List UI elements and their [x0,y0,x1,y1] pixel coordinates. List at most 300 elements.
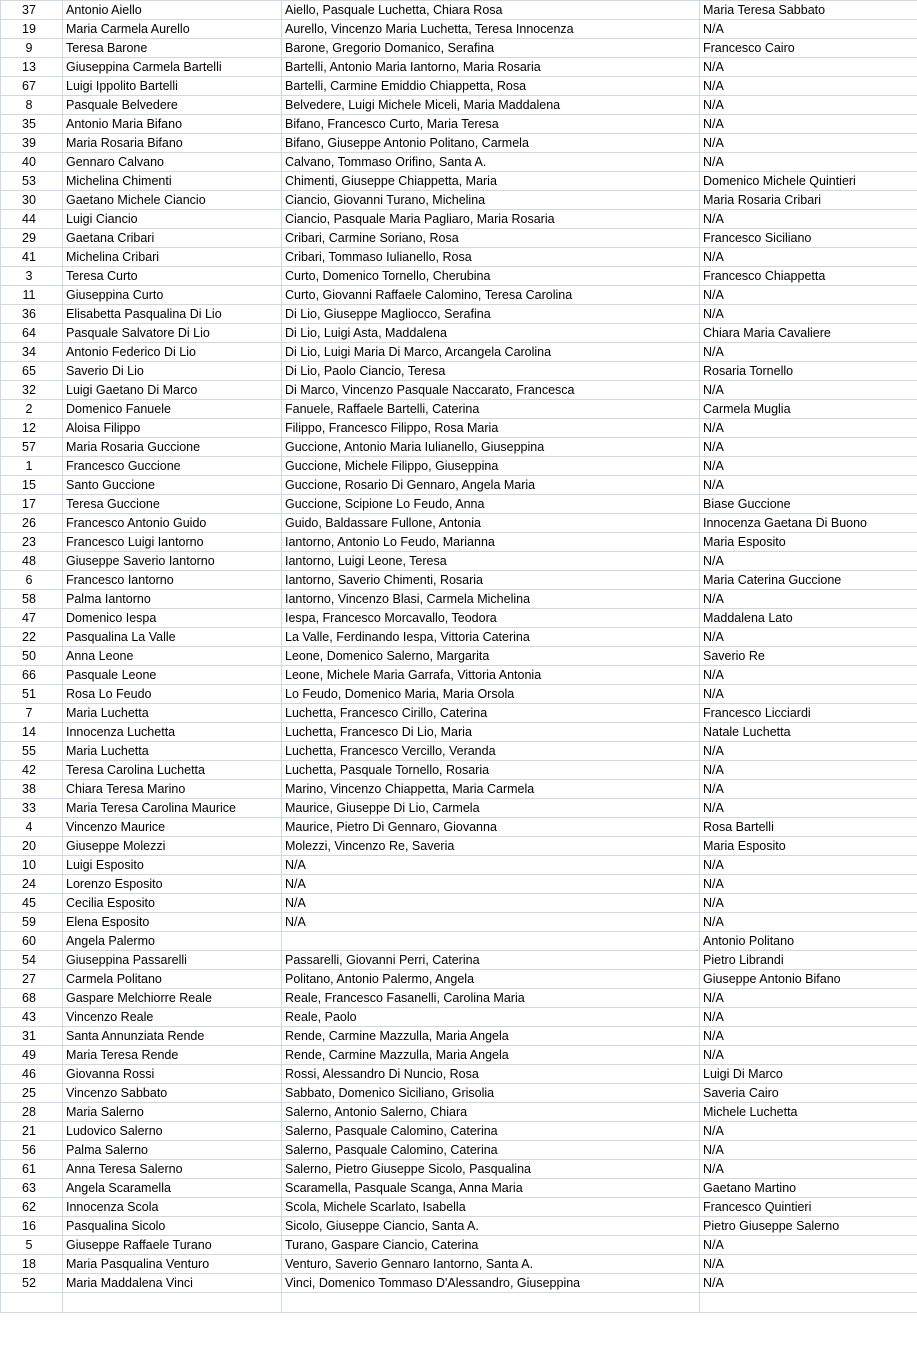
parents-cell[interactable]: Salerno, Pasquale Calomino, Caterina [282,1122,700,1141]
spouse-cell[interactable]: N/A [700,343,917,362]
parents-cell[interactable]: Ciancio, Pasquale Maria Pagliaro, Maria Rosaria [282,210,700,229]
spouse-cell[interactable]: N/A [700,875,917,894]
empty-cell[interactable] [63,1293,282,1313]
person-name-cell[interactable]: Francesco Guccione [63,457,282,476]
parents-cell[interactable]: N/A [282,894,700,913]
parents-cell[interactable]: Guccione, Antonio Maria Iulianello, Giuseppina [282,438,700,457]
empty-cell[interactable] [700,1293,917,1313]
record-id-cell[interactable]: 62 [1,1198,63,1217]
person-name-cell[interactable]: Maria Teresa Carolina Maurice [63,799,282,818]
parents-cell[interactable]: Scaramella, Pasquale Scanga, Anna Maria [282,1179,700,1198]
person-name-cell[interactable]: Domenico Fanuele [63,400,282,419]
person-name-cell[interactable]: Saverio Di Lio [63,362,282,381]
parents-cell[interactable]: Marino, Vincenzo Chiappetta, Maria Carmela [282,780,700,799]
parents-cell[interactable] [282,932,700,951]
record-id-cell[interactable]: 9 [1,39,63,58]
record-id-cell[interactable]: 13 [1,58,63,77]
record-id-cell[interactable]: 45 [1,894,63,913]
parents-cell[interactable]: Leone, Michele Maria Garrafa, Vittoria Antonia [282,666,700,685]
person-name-cell[interactable]: Cecilia Esposito [63,894,282,913]
table-row [1,229,917,248]
person-name-cell[interactable]: Pasquale Leone [63,666,282,685]
table-row [1,1046,917,1065]
parents-cell[interactable]: Guccione, Michele Filippo, Giuseppina [282,457,700,476]
parents-cell[interactable]: Bifano, Francesco Curto, Maria Teresa [282,115,700,134]
record-id-cell[interactable]: 51 [1,685,63,704]
record-id-cell[interactable]: 39 [1,134,63,153]
table-row [1,742,917,761]
person-name-cell[interactable]: Pasqualina Sicolo [63,1217,282,1236]
spouse-cell[interactable]: Luigi Di Marco [700,1065,917,1084]
record-id-cell[interactable]: 34 [1,343,63,362]
spouse-cell[interactable]: N/A [700,1236,917,1255]
person-name-cell[interactable]: Francesco Luigi Iantorno [63,533,282,552]
spouse-cell[interactable]: N/A [700,552,917,571]
spouse-cell[interactable]: Innocenza Gaetana Di Buono [700,514,917,533]
spouse-cell[interactable]: N/A [700,628,917,647]
parents-cell[interactable]: Barone, Gregorio Domanico, Serafina [282,39,700,58]
spouse-cell[interactable]: N/A [700,153,917,172]
person-name-cell[interactable]: Giuseppina Curto [63,286,282,305]
record-id-cell[interactable]: 5 [1,1236,63,1255]
person-name-cell[interactable]: Maria Carmela Aurello [63,20,282,39]
person-name-cell[interactable]: Teresa Barone [63,39,282,58]
person-name-cell[interactable]: Maria Salerno [63,1103,282,1122]
spouse-cell[interactable]: N/A [700,666,917,685]
parents-cell[interactable]: Maurice, Giuseppe Di Lio, Carmela [282,799,700,818]
person-name-cell[interactable]: Santo Guccione [63,476,282,495]
parents-cell[interactable]: Luchetta, Francesco Vercillo, Veranda [282,742,700,761]
spouse-cell[interactable]: Carmela Muglia [700,400,917,419]
person-name-cell[interactable]: Ludovico Salerno [63,1122,282,1141]
record-id-cell[interactable]: 7 [1,704,63,723]
spouse-cell[interactable]: Antonio Politano [700,932,917,951]
parents-cell[interactable]: Di Lio, Luigi Asta, Maddalena [282,324,700,343]
record-id-cell[interactable]: 28 [1,1103,63,1122]
spouse-cell[interactable]: N/A [700,248,917,267]
record-id-cell[interactable]: 16 [1,1217,63,1236]
parents-cell[interactable]: Calvano, Tommaso Orifino, Santa A. [282,153,700,172]
table-row [1,1198,917,1217]
record-id-cell[interactable]: 11 [1,286,63,305]
parents-cell[interactable]: Iantorno, Antonio Lo Feudo, Marianna [282,533,700,552]
record-id-cell[interactable]: 65 [1,362,63,381]
parents-cell[interactable]: Guido, Baldassare Fullone, Antonia [282,514,700,533]
person-name-cell[interactable]: Maria Rosaria Bifano [63,134,282,153]
spouse-cell[interactable]: Rosaria Tornello [700,362,917,381]
parents-cell[interactable]: Iespa, Francesco Morcavallo, Teodora [282,609,700,628]
spouse-cell[interactable]: N/A [700,115,917,134]
person-name-cell[interactable]: Michelina Chimenti [63,172,282,191]
person-name-cell[interactable]: Luigi Esposito [63,856,282,875]
spouse-cell[interactable]: Saveria Cairo [700,1084,917,1103]
parents-cell[interactable]: Sicolo, Giuseppe Ciancio, Santa A. [282,1217,700,1236]
record-id-cell[interactable]: 25 [1,1084,63,1103]
person-name-cell[interactable]: Pasqualina La Valle [63,628,282,647]
spouse-cell[interactable]: N/A [700,1160,917,1179]
spouse-cell[interactable]: Chiara Maria Cavaliere [700,324,917,343]
spouse-cell[interactable]: Maria Rosaria Cribari [700,191,917,210]
record-id-cell[interactable]: 52 [1,1274,63,1293]
spouse-cell[interactable]: Francesco Chiappetta [700,267,917,286]
record-id-cell[interactable]: 53 [1,172,63,191]
spouse-cell[interactable]: N/A [700,761,917,780]
person-name-cell[interactable]: Aloisa Filippo [63,419,282,438]
person-name-cell[interactable]: Maria Maddalena Vinci [63,1274,282,1293]
spouse-cell[interactable]: N/A [700,1141,917,1160]
parents-cell[interactable]: Luchetta, Pasquale Tornello, Rosaria [282,761,700,780]
table-row [1,134,917,153]
person-name-cell[interactable]: Vincenzo Reale [63,1008,282,1027]
spouse-cell[interactable]: Rosa Bartelli [700,818,917,837]
spouse-cell[interactable]: Giuseppe Antonio Bifano [700,970,917,989]
record-id-cell[interactable]: 41 [1,248,63,267]
parents-cell[interactable]: Guccione, Rosario Di Gennaro, Angela Maria [282,476,700,495]
spouse-cell[interactable]: N/A [700,210,917,229]
spouse-cell[interactable]: N/A [700,913,917,932]
parents-cell[interactable]: Leone, Domenico Salerno, Margarita [282,647,700,666]
person-name-cell[interactable]: Innocenza Luchetta [63,723,282,742]
table-row [1,438,917,457]
record-id-cell[interactable]: 35 [1,115,63,134]
person-name-cell[interactable]: Giuseppe Raffaele Turano [63,1236,282,1255]
spouse-cell[interactable]: Gaetano Martino [700,1179,917,1198]
person-name-cell[interactable]: Elena Esposito [63,913,282,932]
person-name-cell[interactable]: Palma Iantorno [63,590,282,609]
record-id-cell[interactable]: 14 [1,723,63,742]
spouse-cell[interactable]: N/A [700,476,917,495]
parents-cell[interactable]: Fanuele, Raffaele Bartelli, Caterina [282,400,700,419]
record-id-cell[interactable]: 63 [1,1179,63,1198]
person-name-cell[interactable]: Maria Pasqualina Venturo [63,1255,282,1274]
parents-cell[interactable]: Di Marco, Vincenzo Pasquale Naccarato, Francesca [282,381,700,400]
spouse-cell[interactable]: Pietro Giuseppe Salerno [700,1217,917,1236]
table-row [1,609,917,628]
spouse-cell[interactable]: N/A [700,58,917,77]
table-row [1,476,917,495]
record-id-cell[interactable]: 44 [1,210,63,229]
record-id-cell[interactable]: 2 [1,400,63,419]
person-name-cell[interactable]: Rosa Lo Feudo [63,685,282,704]
parents-cell[interactable]: Di Lio, Luigi Maria Di Marco, Arcangela Carolina [282,343,700,362]
record-id-cell[interactable]: 24 [1,875,63,894]
parents-cell[interactable]: Di Lio, Giuseppe Magliocco, Serafina [282,305,700,324]
spouse-cell[interactable]: N/A [700,989,917,1008]
table-row [1,761,917,780]
parents-cell[interactable]: Bartelli, Carmine Emiddio Chiappetta, Rosa [282,77,700,96]
record-id-cell[interactable]: 33 [1,799,63,818]
record-id-cell[interactable]: 1 [1,457,63,476]
record-id-cell[interactable]: 42 [1,761,63,780]
person-name-cell[interactable]: Antonio Aiello [63,1,282,20]
record-id-cell[interactable]: 67 [1,77,63,96]
table-row [1,324,917,343]
parents-cell[interactable]: Bartelli, Antonio Maria Iantorno, Maria Rosaria [282,58,700,77]
table-row [1,58,917,77]
empty-cell[interactable] [1,1293,63,1313]
person-name-cell[interactable]: Teresa Curto [63,267,282,286]
parents-cell[interactable]: Aiello, Pasquale Luchetta, Chiara Rosa [282,1,700,20]
spouse-cell[interactable]: N/A [700,134,917,153]
parents-cell[interactable]: Chimenti, Giuseppe Chiappetta, Maria [282,172,700,191]
person-name-cell[interactable]: Vincenzo Maurice [63,818,282,837]
parents-cell[interactable]: Filippo, Francesco Filippo, Rosa Maria [282,419,700,438]
spouse-cell[interactable]: Biase Guccione [700,495,917,514]
person-name-cell[interactable]: Anna Leone [63,647,282,666]
parents-cell[interactable]: Guccione, Scipione Lo Feudo, Anna [282,495,700,514]
spouse-cell[interactable]: N/A [700,780,917,799]
table-row [1,856,917,875]
spouse-cell[interactable]: N/A [700,381,917,400]
person-name-cell[interactable]: Teresa Guccione [63,495,282,514]
spouse-cell[interactable]: Maria Caterina Guccione [700,571,917,590]
record-id-cell[interactable]: 64 [1,324,63,343]
spouse-cell[interactable]: Maria Esposito [700,837,917,856]
parents-cell[interactable]: Salerno, Pietro Giuseppe Sicolo, Pasqualina [282,1160,700,1179]
person-name-cell[interactable]: Innocenza Scola [63,1198,282,1217]
record-id-cell[interactable]: 61 [1,1160,63,1179]
table-row [1,647,917,666]
parents-cell[interactable]: Cribari, Carmine Soriano, Rosa [282,229,700,248]
person-name-cell[interactable]: Angela Palermo [63,932,282,951]
record-id-cell[interactable]: 46 [1,1065,63,1084]
spouse-cell[interactable]: N/A [700,1122,917,1141]
parents-cell[interactable]: Lo Feudo, Domenico Maria, Maria Orsola [282,685,700,704]
parents-cell[interactable]: Belvedere, Luigi Michele Miceli, Maria Maddalena [282,96,700,115]
spouse-cell[interactable]: N/A [700,77,917,96]
record-id-cell[interactable]: 22 [1,628,63,647]
parents-cell[interactable]: Passarelli, Giovanni Perri, Caterina [282,951,700,970]
person-name-cell[interactable]: Antonio Maria Bifano [63,115,282,134]
spouse-cell[interactable]: Francesco Cairo [700,39,917,58]
record-id-cell[interactable]: 31 [1,1027,63,1046]
spouse-cell[interactable]: N/A [700,1027,917,1046]
parents-cell[interactable]: Scola, Michele Scarlato, Isabella [282,1198,700,1217]
person-name-cell[interactable]: Lorenzo Esposito [63,875,282,894]
person-name-cell[interactable]: Teresa Carolina Luchetta [63,761,282,780]
person-name-cell[interactable]: Pasquale Belvedere [63,96,282,115]
record-id-cell[interactable]: 47 [1,609,63,628]
parents-cell[interactable]: Rende, Carmine Mazzulla, Maria Angela [282,1046,700,1065]
parents-cell[interactable]: Rossi, Alessandro Di Nuncio, Rosa [282,1065,700,1084]
spouse-cell[interactable]: Francesco Licciardi [700,704,917,723]
spouse-cell[interactable]: Saverio Re [700,647,917,666]
person-name-cell[interactable]: Maria Luchetta [63,704,282,723]
table-row [1,362,917,381]
person-name-cell[interactable]: Luigi Ippolito Bartelli [63,77,282,96]
parents-cell[interactable]: Salerno, Antonio Salerno, Chiara [282,1103,700,1122]
spouse-cell[interactable]: Maddalena Lato [700,609,917,628]
spouse-cell[interactable]: N/A [700,305,917,324]
spouse-cell[interactable]: N/A [700,894,917,913]
record-id-cell[interactable]: 48 [1,552,63,571]
spouse-cell[interactable]: N/A [700,438,917,457]
spouse-cell[interactable]: N/A [700,20,917,39]
table-row [1,1027,917,1046]
record-id-cell[interactable]: 17 [1,495,63,514]
table-row [1,286,917,305]
person-name-cell[interactable]: Gaetano Michele Ciancio [63,191,282,210]
person-name-cell[interactable]: Maria Rosaria Guccione [63,438,282,457]
record-id-cell[interactable]: 15 [1,476,63,495]
person-name-cell[interactable]: Gaspare Melchiorre Reale [63,989,282,1008]
person-name-cell[interactable]: Luigi Ciancio [63,210,282,229]
spouse-cell[interactable]: N/A [700,590,917,609]
record-id-cell[interactable]: 37 [1,1,63,20]
parents-cell[interactable]: Iantorno, Vincenzo Blasi, Carmela Michelina [282,590,700,609]
parents-cell[interactable]: N/A [282,875,700,894]
record-id-cell[interactable]: 19 [1,20,63,39]
record-id-cell[interactable]: 56 [1,1141,63,1160]
person-name-cell[interactable]: Giuseppina Carmela Bartelli [63,58,282,77]
spouse-cell[interactable]: Maria Esposito [700,533,917,552]
parents-cell[interactable]: Venturo, Saverio Gennaro Iantorno, Santa A. [282,1255,700,1274]
spouse-cell[interactable]: N/A [700,1274,917,1293]
person-name-cell[interactable]: Francesco Iantorno [63,571,282,590]
parents-cell[interactable]: Salerno, Pasquale Calomino, Caterina [282,1141,700,1160]
parents-cell[interactable]: Ciancio, Giovanni Turano, Michelina [282,191,700,210]
parents-cell[interactable]: Iantorno, Saverio Chimenti, Rosaria [282,571,700,590]
record-id-cell[interactable]: 3 [1,267,63,286]
record-id-cell[interactable]: 54 [1,951,63,970]
record-id-cell[interactable]: 60 [1,932,63,951]
parents-cell[interactable]: N/A [282,913,700,932]
spouse-cell[interactable]: Pietro Librandi [700,951,917,970]
parents-cell[interactable]: Turano, Gaspare Ciancio, Caterina [282,1236,700,1255]
spouse-cell[interactable]: N/A [700,1046,917,1065]
parents-cell[interactable]: Aurello, Vincenzo Maria Luchetta, Teresa Innocenza [282,20,700,39]
parents-cell[interactable]: Iantorno, Luigi Leone, Teresa [282,552,700,571]
person-name-cell[interactable]: Vincenzo Sabbato [63,1084,282,1103]
record-id-cell[interactable]: 10 [1,856,63,875]
person-name-cell[interactable]: Luigi Gaetano Di Marco [63,381,282,400]
person-name-cell[interactable]: Gennaro Calvano [63,153,282,172]
parents-cell[interactable]: Reale, Paolo [282,1008,700,1027]
spouse-cell[interactable]: Francesco Quintieri [700,1198,917,1217]
person-name-cell[interactable]: Gaetana Cribari [63,229,282,248]
spouse-cell[interactable]: Maria Teresa Sabbato [700,1,917,20]
record-id-cell[interactable]: 59 [1,913,63,932]
parents-cell[interactable]: Vinci, Domenico Tommaso D'Alessandro, Giuseppina [282,1274,700,1293]
person-name-cell[interactable]: Giuseppina Passarelli [63,951,282,970]
table-row [1,1065,917,1084]
spouse-cell[interactable]: Michele Luchetta [700,1103,917,1122]
record-id-cell[interactable]: 6 [1,571,63,590]
spouse-cell[interactable]: N/A [700,1008,917,1027]
record-id-cell[interactable]: 18 [1,1255,63,1274]
record-id-cell[interactable]: 4 [1,818,63,837]
record-id-cell[interactable]: 36 [1,305,63,324]
parents-cell[interactable]: Sabbato, Domenico Siciliano, Grisolia [282,1084,700,1103]
parents-cell[interactable]: Politano, Antonio Palermo, Angela [282,970,700,989]
record-id-cell[interactable]: 26 [1,514,63,533]
spouse-cell[interactable]: N/A [700,96,917,115]
record-id-cell[interactable]: 12 [1,419,63,438]
record-id-cell[interactable]: 30 [1,191,63,210]
spouse-cell[interactable]: N/A [700,856,917,875]
person-name-cell[interactable]: Antonio Federico Di Lio [63,343,282,362]
record-id-cell[interactable]: 66 [1,666,63,685]
record-id-cell[interactable]: 38 [1,780,63,799]
parents-cell[interactable]: Di Lio, Paolo Ciancio, Teresa [282,362,700,381]
spouse-cell[interactable]: Domenico Michele Quintieri [700,172,917,191]
record-id-cell[interactable]: 68 [1,989,63,1008]
person-name-cell[interactable]: Angela Scaramella [63,1179,282,1198]
person-name-cell[interactable]: Michelina Cribari [63,248,282,267]
table-row [1,1160,917,1179]
person-name-cell[interactable]: Palma Salerno [63,1141,282,1160]
record-id-cell[interactable]: 32 [1,381,63,400]
person-name-cell[interactable]: Maria Teresa Rende [63,1046,282,1065]
spouse-cell[interactable]: N/A [700,457,917,476]
person-name-cell[interactable]: Carmela Politano [63,970,282,989]
table-row [1,343,917,362]
parents-cell[interactable]: N/A [282,856,700,875]
person-name-cell[interactable]: Maria Luchetta [63,742,282,761]
parents-cell[interactable]: Luchetta, Francesco Cirillo, Caterina [282,704,700,723]
record-id-cell[interactable]: 55 [1,742,63,761]
record-id-cell[interactable]: 57 [1,438,63,457]
person-name-cell[interactable]: Anna Teresa Salerno [63,1160,282,1179]
table-row [1,723,917,742]
empty-cell[interactable] [282,1293,700,1313]
record-id-cell[interactable]: 50 [1,647,63,666]
parents-cell[interactable]: Cribari, Tommaso Iulianello, Rosa [282,248,700,267]
record-id-cell[interactable]: 23 [1,533,63,552]
record-id-cell[interactable]: 43 [1,1008,63,1027]
spouse-cell[interactable]: Natale Luchetta [700,723,917,742]
person-name-cell[interactable]: Santa Annunziata Rende [63,1027,282,1046]
parents-cell[interactable]: Curto, Domenico Tornello, Cherubina [282,267,700,286]
parents-cell[interactable]: Curto, Giovanni Raffaele Calomino, Teresa Carolina [282,286,700,305]
person-name-cell[interactable]: Chiara Teresa Marino [63,780,282,799]
parents-cell[interactable]: Reale, Francesco Fasanelli, Carolina Maria [282,989,700,1008]
spouse-cell[interactable]: N/A [700,799,917,818]
record-id-cell[interactable]: 29 [1,229,63,248]
person-name-cell[interactable]: Giuseppe Molezzi [63,837,282,856]
record-id-cell[interactable]: 58 [1,590,63,609]
table-row [1,267,917,286]
parents-cell[interactable]: Bifano, Giuseppe Antonio Politano, Carmela [282,134,700,153]
parents-cell[interactable]: La Valle, Ferdinando Iespa, Vittoria Caterina [282,628,700,647]
spouse-cell[interactable]: N/A [700,685,917,704]
record-id-cell[interactable]: 8 [1,96,63,115]
parents-cell[interactable]: Maurice, Pietro Di Gennaro, Giovanna [282,818,700,837]
person-name-cell[interactable]: Giuseppe Saverio Iantorno [63,552,282,571]
spouse-cell[interactable]: N/A [700,742,917,761]
record-id-cell[interactable]: 49 [1,1046,63,1065]
person-name-cell[interactable]: Elisabetta Pasqualina Di Lio [63,305,282,324]
person-name-cell[interactable]: Giovanna Rossi [63,1065,282,1084]
spouse-cell[interactable]: N/A [700,286,917,305]
table-row [1,628,917,647]
spouse-cell[interactable]: N/A [700,419,917,438]
table-row [1,381,917,400]
table-row [1,685,917,704]
person-name-cell[interactable]: Pasquale Salvatore Di Lio [63,324,282,343]
spouse-cell[interactable]: Francesco Siciliano [700,229,917,248]
parents-cell[interactable]: Luchetta, Francesco Di Lio, Maria [282,723,700,742]
parents-cell[interactable]: Rende, Carmine Mazzulla, Maria Angela [282,1027,700,1046]
parents-cell[interactable]: Molezzi, Vincenzo Re, Saveria [282,837,700,856]
spouse-cell[interactable]: N/A [700,1255,917,1274]
record-id-cell[interactable]: 20 [1,837,63,856]
record-id-cell[interactable]: 40 [1,153,63,172]
person-name-cell[interactable]: Domenico Iespa [63,609,282,628]
person-name-cell[interactable]: Francesco Antonio Guido [63,514,282,533]
record-id-cell[interactable]: 21 [1,1122,63,1141]
record-id-cell[interactable]: 27 [1,970,63,989]
